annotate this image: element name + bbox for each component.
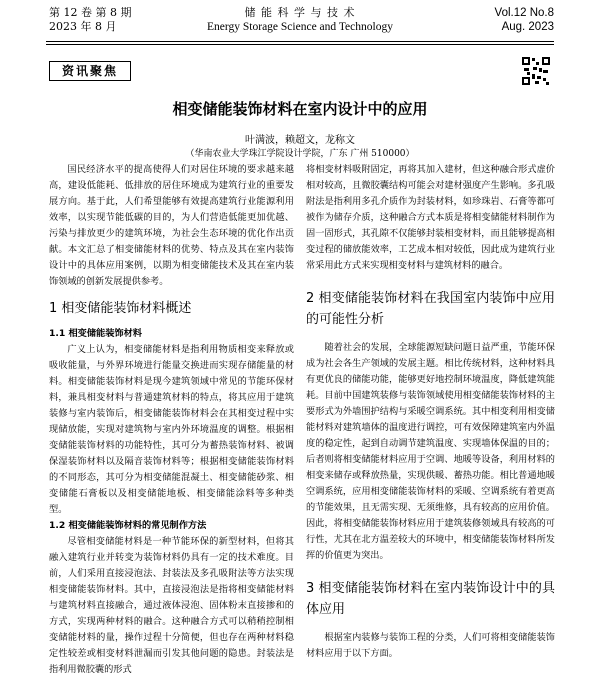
header-rule [46,41,554,42]
subsection-1-1-heading: 1.1 相变储能装饰材料 [49,328,142,339]
subsection-1-2-heading: 1.2 相变储能装饰材料的常见制作方法 [49,520,207,531]
journal-name: 储 能 科 学 与 技 术 Energy Storage Science and Technology [207,6,393,33]
section-2-text: 随着社会的发展，全球能源短缺问题日益严重，节能环保成为社会各生产领域的发展主题。相比传统材料，这种材料具有更优良的储能功能，能够更好地控制环境温度，降低建筑能耗。目前中国建筑装修与装饰领域使用相变储能装饰材料的主要形式为外墙围护结构与采暖空调系统。其中相变利用相变储能材料对建筑墙体的温度进行调控，可有效保障建筑室内外温度的稳定性，起到自动调节建筑温度、实现墙体保温的目的；后者则将相变储能材料应用于空调、地暖等设备，利用材料的相变来储存或释放热量，实现供暖、蓄热功能。相比普通地暖空调系统，应用相变储能装饰材料的采暖、空调系统有着更高的节能效果，且无需实现、无须维修，具有较高的应用价值。因此，将相变储能装饰材料应用于建筑装修领域具有较高的可行性，尤其在北方温差较大的环境中，相变储能装饰材料所发挥的价值更为突出。 [306,342,555,561]
section-badge: 资讯聚焦 [49,61,131,81]
right-column [306,162,555,662]
section-3-heading: 3 相变储能装饰材料在室内装饰设计中的具体应用 [306,581,555,617]
continued-paragraph: 将相变材料吸附固定，再将其加入建材，但这种融合形式虚价相对较高，且微胶囊结构可能会对建材强度产生影响。多孔吸附法是指利用多孔介质作为封装材料，如珍珠岩、石膏等都可被作为储存介质，这种融合方式本质是将相变储能材料制作为固一固形式，其孔隙不仅能够封装相变材料，而且能够提高相变过程的储放能效率，工艺成本相对较低，因此成为建筑行业常采用此方式来实现相变材料与建筑材料的融合。 [306,164,555,271]
article-title: 相变储能装饰材料在室内设计中的应用 [172,100,428,118]
subsection-1-1-text: 广义上认为，相变储能材料是指利用物质相变来释放或吸收能量，与外界环境进行能量交换进而实现存储能量的材料。相变储能装饰材料是现今建筑领域中常见的节能环保材料，兼具相变材料与普通建筑材料的特点，将其应用于建筑装修与室内装饰后，相变储能装饰材料会在其相变过程中实现储放能，实现对建筑物与室内外环境温度的调整。根据相变储能装饰材料的功能特性，其可分为蓄热装饰材料、被调保湿装饰材料以及隔音装饰材料等；根据相变储能装饰材料的不同形态，其可分为相变储能混凝土、相变储能砂浆、相变储能石膏板以及相变储能地板、相变储能涂料等多种类型。 [49,344,294,515]
left-column [49,162,294,678]
volume-issue: 第 12 卷 第 8 期 2023 年 8 月 [49,6,132,33]
section-2-heading: 2 相变储能装饰材料在我国室内装饰中应用的可能性分析 [306,291,555,327]
qr-code-icon [521,56,551,86]
section-3-text: 根据室内装修与装饰工程的分类，人们可将相变储能装饰材料应用于以下方面。 [306,632,555,659]
article-authors: 叶满波，赖超文，龙称文 [245,135,355,146]
volume-issue-en: Vol.12 No.8 Aug. 2023 [494,7,554,33]
article-affiliation: （华南农业大学珠江学院设计学院，广东 广州 510000） [185,149,415,159]
section-1-heading: 1 相变储能装饰材料概述 [49,301,192,316]
header-rule-thin [46,44,554,45]
intro-paragraph: 国民经济水平的提高使得人们对居住环境的要求越来越高，建设低能耗、低排放的居住环境成为建筑行业的重要发展方向。基于此，人们希望能够有效提高建筑行业能源利用效率，以实现节能低碳的目的，为人们营造低能更加优越、污染与排放更少的建筑环境，为社会生态环境的优化作出贡献。本文汇总了相变储能材料的优势、特点及其在室内装饰设计中的具体应用案例，以期为相变储能技术及其在室内装饰领域的创新发展提供参考。 [49,164,294,287]
subsection-1-2-text: 尽管相变储能材料是一种节能环保的新型材料，但将其融入建筑行业并转变为装饰材料仍具有一定的技术难度。目前，人们采用直接浸泡法、封装法及多孔吸附法等方法实现相变储能装饰材料。其中，直接浸泡法是指将相变储能材料与建筑材料直接融合，通过液体浸泡、固体粉末直接掺和的方式，实现两种材料的融合。这种融合方式可以稍稍控制相变储能材料的量，操作过程十分简便，但也存在两种材料稳定性较差或相变材料泄漏而引发其他问题的隐患。封装法是指利用微胶囊的形式 [49,536,294,675]
running-header [0,6,600,40]
